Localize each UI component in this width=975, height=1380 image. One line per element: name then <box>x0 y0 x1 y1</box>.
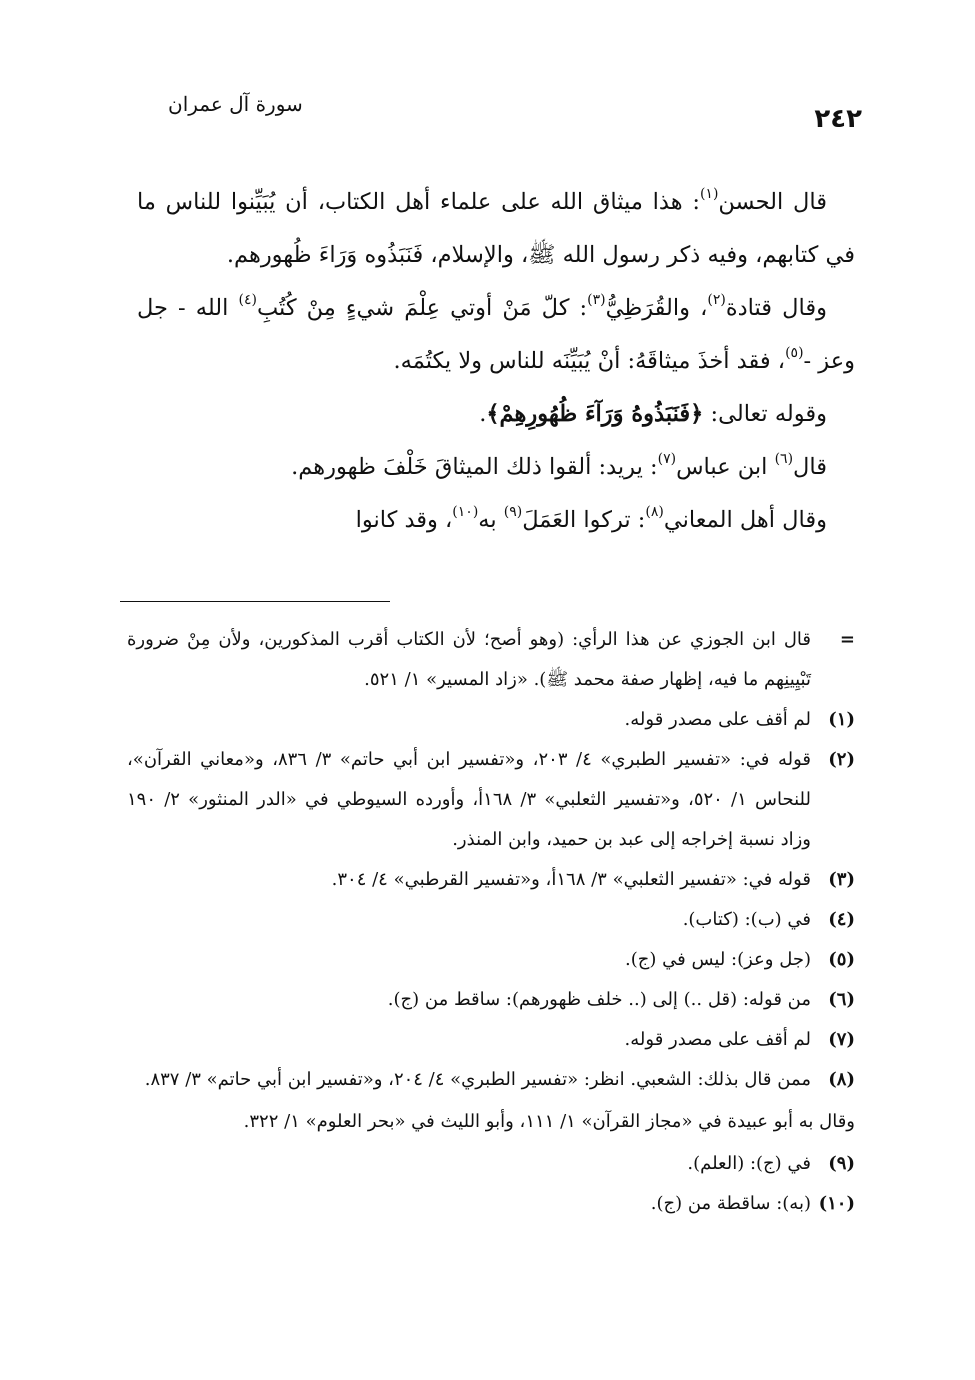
footnote-1 <box>127 700 855 740</box>
text-span: ، وقد كانوا <box>355 507 453 533</box>
footnote-2 <box>127 740 855 860</box>
footnote-text: قال ابن الجوزي عن هذا الرأي: (وهو أصح؛ لأن الكتاب أقرب المذكورين، ولأن مِنْ ضرورة تَبْيِينِهم ما فيه، إظهار صفة محمد ﷺ). «زاد المسير» ١/ ٥٢١. <box>127 629 811 690</box>
text-span: ، والقُرَظِيُّ <box>605 295 708 321</box>
footnote-number: (١) <box>828 709 855 730</box>
paragraph-quran <box>137 388 855 441</box>
footnote-text: ممن قال بذلك: الشعبي. انظر: «تفسير الطبري» ٤/ ٢٠٤، و«تفسير ابن أبي حاتم» ٣/ ٨٣٧. <box>144 1069 811 1090</box>
footnote-ref: (١٠) <box>452 503 479 520</box>
footnote-4 <box>127 900 855 940</box>
footnote-number: (٨) <box>828 1069 855 1090</box>
footnote-9 <box>127 1144 855 1184</box>
footnote-8-extra: وقال به أبو عبيدة في «مجاز القرآن» ١/ ١١١، وأبو الليث في «بحر العلوم» ١/ ٣٢٢. <box>243 1111 855 1132</box>
footnote-text: في (ج): (العلم). <box>687 1153 811 1174</box>
footnote-separator <box>120 601 390 602</box>
footnote-number: (٤) <box>828 909 855 930</box>
footnote-number: (٩) <box>828 1153 855 1174</box>
footnote-ref: (٤) <box>238 291 257 308</box>
footnote-text: (به): ساقطة من (ج). <box>650 1193 811 1214</box>
text-span: : كلّ مَنْ أوتي عِلْمَ شيءٍ مِنْ كُتُبِ <box>256 295 588 321</box>
text-span: وقال قتادة <box>725 295 827 321</box>
paragraph-qatada <box>137 282 855 388</box>
footnote-ref: (٢) <box>707 291 726 308</box>
page-number: ٢٤٢ <box>814 104 862 134</box>
text-span: قال <box>793 454 827 480</box>
footnote-number: (٥) <box>828 949 855 970</box>
footnote-text: في (ب): (كتاب). <box>682 909 811 930</box>
footnote-text: لم أقف على مصدر قوله. <box>624 709 811 730</box>
footnote-number: (١٠) <box>818 1193 855 1214</box>
text-span: : هذا ميثاق الله على علماء أهل الكتاب، أن يُبَيِّنوا للناس ما في كتابهم، وفيه ذكر رسول الله ﷺ، والإسلام، فَنَبَذُوه وَرَاءَ ظُهورهم. <box>137 189 855 268</box>
text-span: . <box>479 401 487 427</box>
footnotes <box>127 620 855 1224</box>
footnote-number: (٢) <box>828 749 855 770</box>
footnote-number: (٣) <box>828 869 855 890</box>
paragraph-ibn-abbas <box>137 441 855 494</box>
footnote-text: قوله في: «تفسير الطبري» ٤/ ٢٠٣، و«تفسير ابن أبي حاتم» ٣/ ٨٣٦، و«معاني القرآن»، للنحاس ١/ ٥٢٠، و«تفسير الثعلبي» ٣/ ١٦٨أ، وأورده السيوطي في «الدر المنثور» ٢/ ١٩٠ وزاد نسبة إخراجه إلى عبد بن حميد، وابن المنذر. <box>127 749 811 850</box>
footnote-number: (٧) <box>828 1029 855 1050</box>
text-span: به <box>478 507 504 533</box>
text-span: وقال أهل المعاني <box>663 507 827 533</box>
text-span: : تركوا العَمَلَ <box>522 507 646 533</box>
text-span: قال الحسن <box>718 189 827 215</box>
text-span: الله - جل وعز - <box>137 295 855 374</box>
footnote-ref: (٨) <box>645 503 664 520</box>
footnote-text: قوله في: «تفسير الثعلبي» ٣/ ١٦٨أ، و«تفسير القرطبي» ٤/ ٣٠٤. <box>331 869 811 890</box>
paragraph-maani <box>137 494 855 547</box>
main-text <box>137 176 855 547</box>
text-span: ، فقد أخذَ ميثاقَهُ: أنْ يُبَيِّنَه للناس ولا يكتُمَه. <box>393 348 786 374</box>
footnote-3 <box>127 860 855 900</box>
footnote-7 <box>127 1020 855 1060</box>
paragraph-hasan <box>137 176 855 282</box>
footnote-ref: (٦) <box>774 450 794 467</box>
text-span: : يريد: ألقوا ذلك الميثاقَ خَلْفَ ظهورهم. <box>291 454 658 480</box>
footnote-ref: (٧) <box>657 450 677 467</box>
text-span: وقوله تعالى: <box>703 401 827 427</box>
text-span: ابن عباس <box>676 454 775 480</box>
footnote-number: (٦) <box>828 989 855 1010</box>
footnote-6 <box>127 980 855 1020</box>
footnote-ref: (٣) <box>587 291 606 308</box>
footnote-ref: (٩) <box>503 503 523 520</box>
continuation-mark: = <box>839 629 855 650</box>
footnote-text: لم أقف على مصدر قوله. <box>624 1029 811 1050</box>
footnote-ref: (١) <box>699 185 719 202</box>
footnote-ref: (٥) <box>785 344 804 361</box>
footnote-10 <box>127 1184 855 1224</box>
quran-verse: ﴿فَنَبَذُوهُ وَرَآءَ ظُهُورِهِمْ﴾ <box>486 401 704 427</box>
footnote-8 <box>127 1060 855 1100</box>
footnote-5 <box>127 940 855 980</box>
running-head: سورة آل عمران <box>168 92 303 116</box>
footnote-text: من قوله: (قل ..) إلى (.. خلف ظهورهم): ساقط من (ج). <box>387 989 811 1010</box>
footnote-continuation <box>127 620 855 700</box>
footnote-text: (جل وعز): ليس في (ج). <box>625 949 811 970</box>
